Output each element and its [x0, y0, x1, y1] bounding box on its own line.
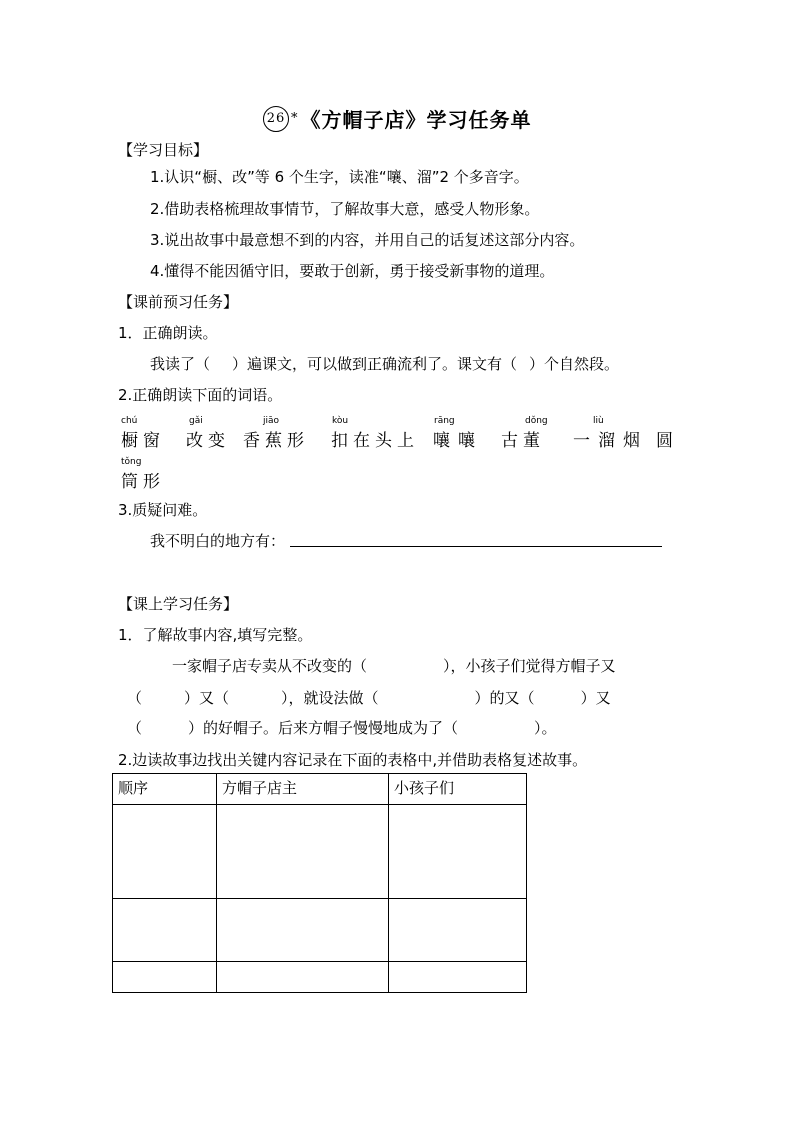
word-chuchuang: chú 橱窗: [121, 416, 165, 451]
table-cell[interactable]: [389, 962, 527, 993]
class-item-2: 2.边读故事边找出关键内容记录在下面的表格中,并借助表格复述故事。: [118, 751, 588, 769]
fill-line-3: （ ）的好帽子。后来方帽子慢慢地成为了（ ）。: [127, 719, 557, 737]
reading-count-sentence: 我读了（ ）遍课文，可以做到正确流利了。课文有（ ）个自然段。: [150, 355, 620, 373]
preview-item-3: 3.质疑问难。: [118, 501, 208, 519]
table-header-row: [113, 774, 527, 805]
preview-item-2: 2.正确朗读下面的词语。: [118, 386, 283, 404]
goals-heading: 【学习目标】: [118, 141, 209, 159]
fill-line-2: （ ）又（ ），就设法做（ ）的又（ ）又: [127, 689, 611, 707]
table-row: [113, 962, 527, 993]
word-xiangjiaoxing: jiāo 香蕉形: [243, 416, 309, 451]
header-shop-owner: 方帽子店主: [217, 774, 389, 805]
optional-lesson-star: *: [291, 111, 299, 126]
header-order: 顺序: [113, 774, 217, 805]
story-table: [112, 773, 527, 993]
word-rangrang: rāng 嚷嚷: [433, 416, 483, 451]
word-gaibian: gǎi 改变: [186, 416, 230, 451]
question-prompt: 我不明白的地方有：: [150, 532, 286, 550]
goal-item-4: 4.懂得不能因循守旧，要敢于创新，勇于接受新事物的道理。: [150, 262, 555, 280]
table-row: [113, 899, 527, 962]
class-item-1: 1．了解故事内容,填写完整。: [118, 626, 313, 644]
fill-line-1: 一家帽子店专卖从不改变的（ ），小孩子们觉得方帽子又: [172, 657, 616, 675]
table-cell[interactable]: [217, 899, 389, 962]
goal-item-2: 2.借助表格梳理故事情节，了解故事大意，感受人物形象。: [150, 200, 540, 218]
goal-item-1: 1.认识“橱、改”等 6 个生字，读准“嚷、溜”2 个多音字。: [150, 168, 529, 186]
lesson-number-badge: 26: [263, 106, 289, 132]
preview-item-1: 1．正确朗读。: [118, 324, 218, 342]
class-heading: 【课上学习任务】: [118, 595, 239, 613]
table-cell[interactable]: [113, 962, 217, 993]
table-cell[interactable]: [217, 805, 389, 899]
table-cell[interactable]: [113, 899, 217, 962]
word-gudong: dǒng 古董: [501, 416, 548, 451]
table-row: [113, 805, 527, 899]
goal-item-3: 3.说出故事中最意想不到的内容，并用自己的话复述这部分内容。: [150, 231, 585, 249]
table-cell[interactable]: [217, 962, 389, 993]
preview-heading: 【课前预习任务】: [118, 293, 239, 311]
word-tongxing: tǒng 筒形: [121, 457, 165, 492]
table-cell[interactable]: [389, 805, 527, 899]
title-text: 《方帽子店》学习任务单: [300, 108, 532, 132]
word-yuan: 圆: [656, 431, 673, 451]
header-children: 小孩子们: [389, 774, 527, 805]
table-cell[interactable]: [389, 899, 527, 962]
page-title: [263, 104, 532, 133]
question-answer-line[interactable]: [290, 546, 662, 547]
word-kouzaitoushang: kòu 扣在头上: [331, 416, 419, 451]
table-cell[interactable]: [113, 805, 217, 899]
word-yiliuyan: liù 一溜烟: [573, 416, 648, 451]
